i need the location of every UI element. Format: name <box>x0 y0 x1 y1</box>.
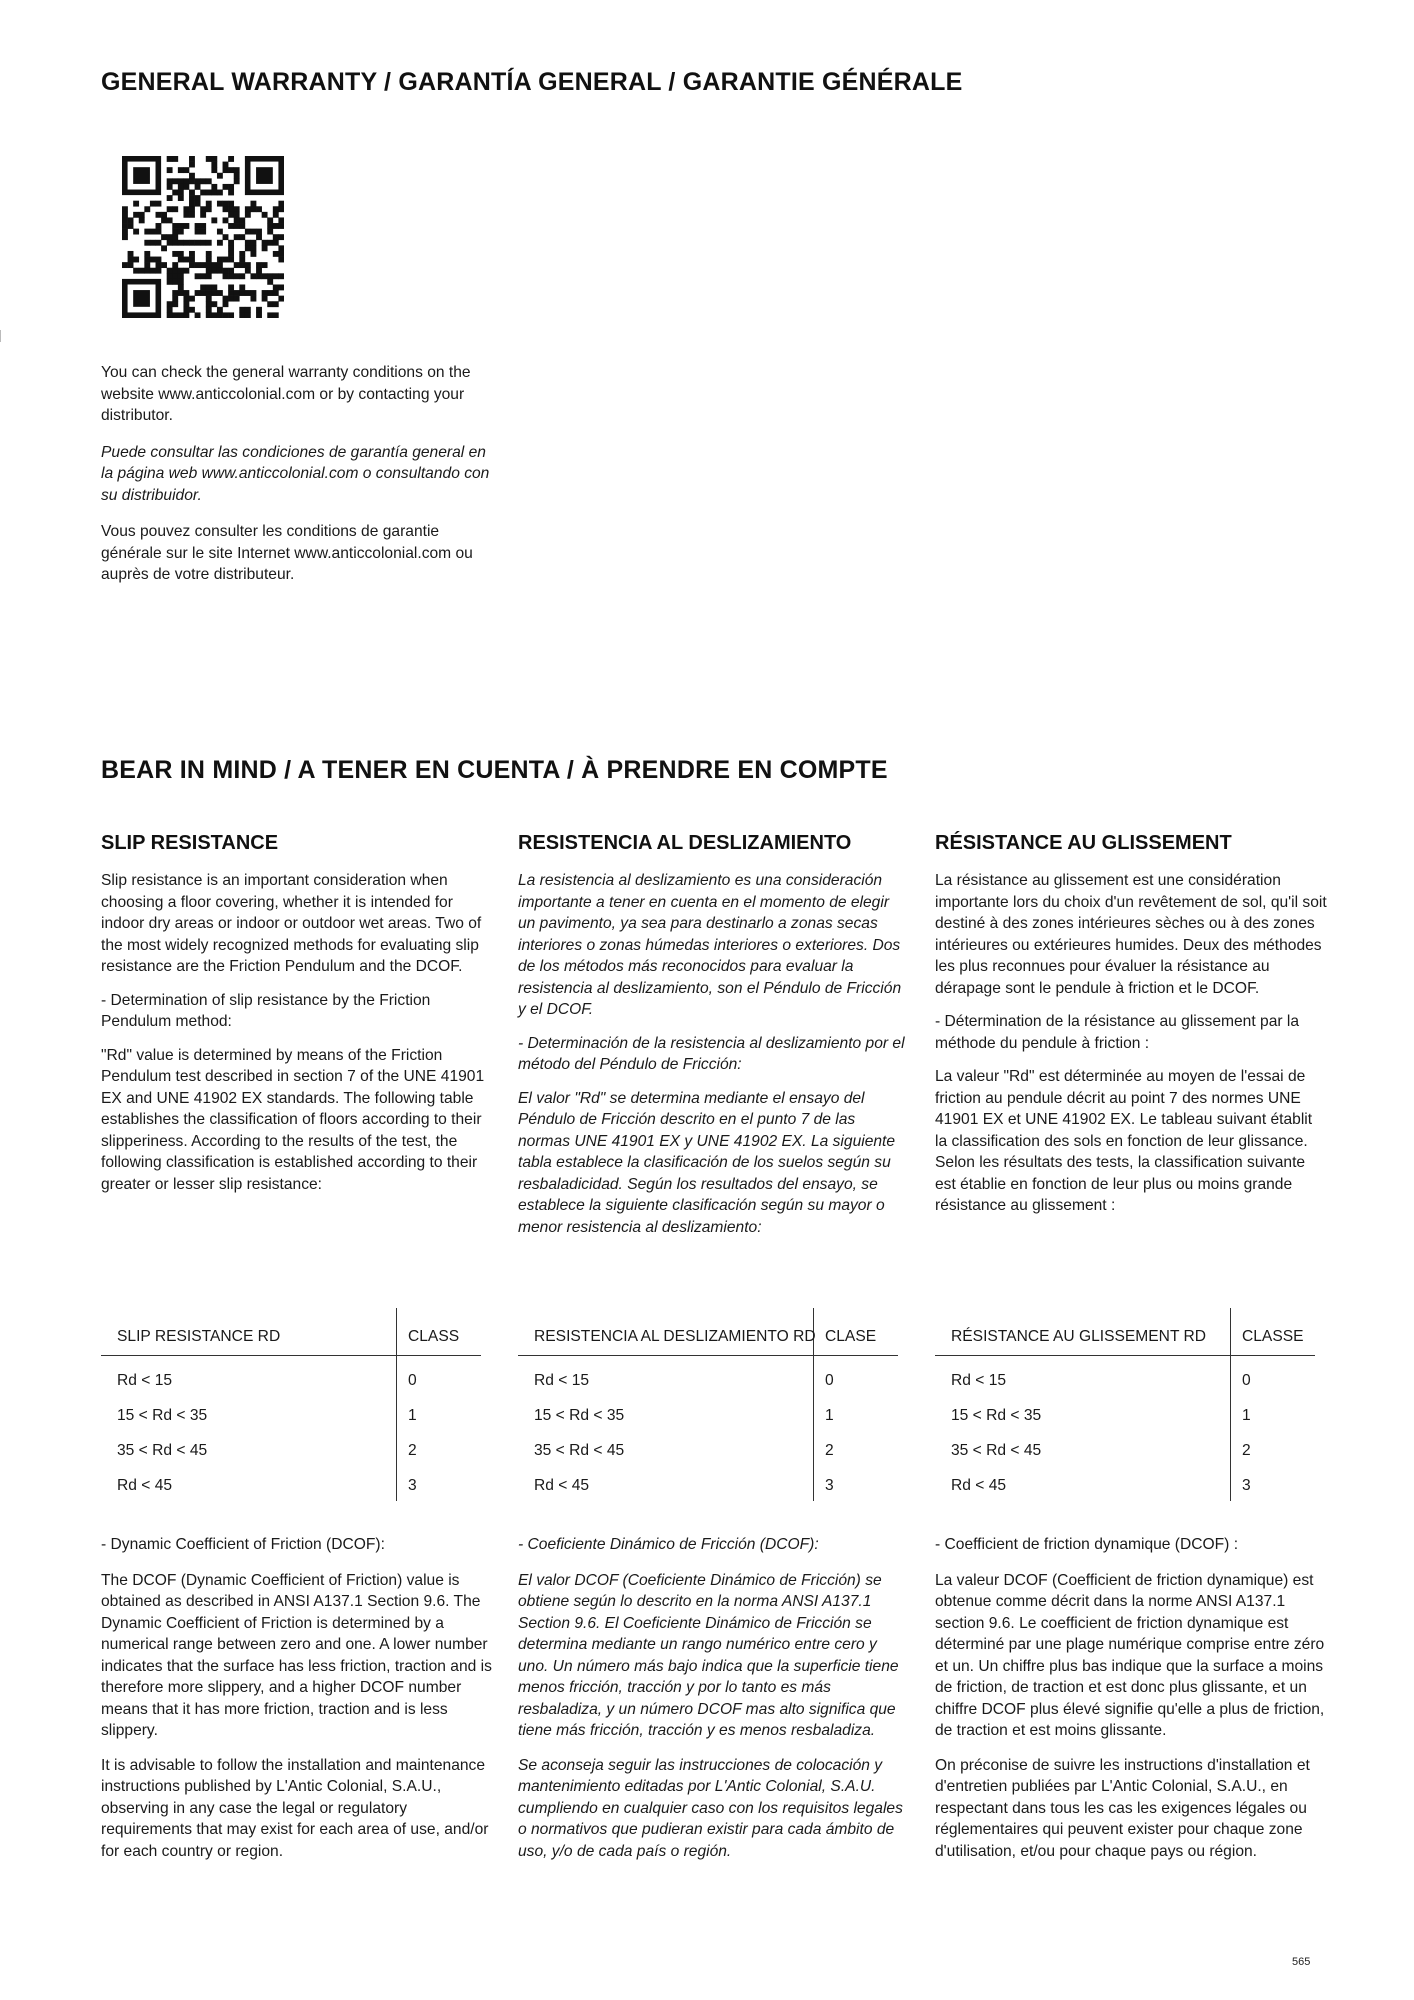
table-header-rd: RESISTENCIA AL DESLIZAMIENTO RD <box>534 1328 816 1345</box>
table-cell: 15 < Rd < 35 <box>534 1407 625 1424</box>
table-row <box>935 1366 1315 1401</box>
table-row <box>101 1471 481 1506</box>
table-cell: 3 <box>408 1477 417 1494</box>
paragraph: Slip resistance is an important consideration when choosing a floor covering, whether it is intended for indoor dry areas or indoor or outdoor wet areas. Two of the most widely recognized methods for evaluating slip resistance are the Friction Pendulum and the DCOF. <box>101 872 482 975</box>
table-cell: 0 <box>1242 1372 1251 1389</box>
table-row <box>935 1471 1315 1506</box>
table-row <box>935 1436 1315 1471</box>
warranty-text-en: You can check the general warranty conditions on the website www.anticcolonial.com or by contacting your distributor. <box>101 364 471 424</box>
paragraph: It is advisable to follow the installation and maintenance instructions published by L'Antic Colonial, S.A.U., observing in any case the legal or regulatory requirements that may exist for each area of use, and/or for each country or region. <box>101 1756 489 1860</box>
paragraph: - Dynamic Coefficient of Friction (DCOF): <box>101 1536 385 1553</box>
paragraph: - Determination of slip resistance by the Friction Pendulum method: <box>101 991 431 1030</box>
table-row <box>518 1436 898 1471</box>
table-cell: 0 <box>408 1372 417 1389</box>
table-row <box>518 1366 898 1401</box>
table-cell: 35 < Rd < 45 <box>534 1442 625 1459</box>
column-es <box>518 832 910 1238</box>
paragraph: La résistance au glissement est une considération importante lors du choix d'un revêtement de sol, qu'il soit destiné à des zones intérieures sèches ou à des zones intérieures ou extérieures humides. Deux des méthodes les plus reconnues pour évaluer la résistance au dérapage sont le pendule à friction et le DCOF. <box>935 872 1327 997</box>
table-cell: Rd < 15 <box>951 1372 1007 1389</box>
column-heading: RESISTENCIA AL DESLIZAMIENTO <box>518 832 852 854</box>
paragraph: Se aconseja seguir las instrucciones de colocación y mantenimiento editadas por L'Antic Colonial, S.A.U. cumpliendo en cualquier caso con los requisitos legales o normativos que pudieran existir para cada ámbito de uso, y/o de cada país o región. <box>518 1756 903 1860</box>
table-cell: 15 < Rd < 35 <box>117 1407 208 1424</box>
slip-resistance-table-es <box>518 1308 898 1506</box>
table-header <box>935 1308 1315 1356</box>
paragraph: La valeur "Rd" est déterminée au moyen de l'essai de friction au pendule décrit au point 7 des normes UNE 41901 EX et UNE 41902 EX. Le tableau suivant établit la classification des sols en fonction de leur glissance. Selon les résultats des tests, la classification suivante est établie en fonction de leur plus ou moins grande résistance au glissement : <box>935 1068 1313 1214</box>
table-cell: 1 <box>408 1407 417 1424</box>
table-cell: 1 <box>1242 1407 1251 1424</box>
table-header-rd: SLIP RESISTANCE RD <box>117 1328 281 1345</box>
paragraph: La resistencia al deslizamiento es una consideración importante a tener en cuenta en el momento de elegir un pavimento, ya sea para destinarlo a zonas secas interiores o zonas húmedas interiores o exteriores. Dos de los métodos más reconocidos para evaluar la resistencia al deslizamiento, son el Péndulo de Fricción y el DCOF. <box>518 872 902 1018</box>
paragraph: El valor "Rd" se determina mediante el ensayo del Péndulo de Fricción descrito en el punto 7 de las normas UNE 41901 EX y UNE 41902 EX. La siguiente tabla establece la clasificación de los suelos según su resbaladicidad. Según los resultados del ensayo, se establece la siguiente clasificación según su mayor o menor resistencia al deslizamiento: <box>518 1089 896 1236</box>
table-header-class: CLASSE <box>1242 1328 1304 1345</box>
table-cell: Rd < 15 <box>117 1372 173 1389</box>
paragraph: - Coeficiente Dinámico de Fricción (DCOF): <box>518 1536 819 1553</box>
column-heading: RÉSISTANCE AU GLISSEMENT <box>935 832 1232 854</box>
table-cell: 2 <box>408 1442 417 1459</box>
bear-in-mind-title: BEAR IN MIND / A TENER EN CUENTA / À PRENDRE EN COMPTE <box>101 756 888 784</box>
paragraph: The DCOF (Dynamic Coefficient of Friction) value is obtained as described in ANSI A137.1 Section 9.6. The Dynamic Coefficient of Friction is determined by a numerical range between zero and one. A lower number indicates that the surface has less friction, traction and is therefore more slippery, and a higher DCOF number means that it has more friction, traction and is less slippery. <box>101 1571 492 1739</box>
table-header-class: CLASS <box>408 1328 460 1345</box>
warranty-texts <box>101 362 501 586</box>
table-cell: 35 < Rd < 45 <box>951 1442 1042 1459</box>
column-fr <box>935 832 1327 1217</box>
table-row <box>518 1401 898 1436</box>
paragraph: - Determinación de la resistencia al deslizamiento por el método del Péndulo de Fricción: <box>518 1034 905 1073</box>
table-row <box>101 1401 481 1436</box>
table-header-rd: RÉSISTANCE AU GLISSEMENT RD <box>951 1328 1207 1345</box>
table-row <box>101 1436 481 1471</box>
paragraph: On préconise de suivre les instructions d'installation et d'entretien publiées par L'Antic Colonial, S.A.U., en respectant dans tous les cas les exigences légales ou réglementaires qui peuvent exister pour chaque zone d'utilisation, et/ou pour chaque pays ou région. <box>935 1756 1310 1860</box>
paragraph: La valeur DCOF (Coefficient de friction dynamique) est obtenue comme décrit dans la norme ANSI A137.1 section 9.6. Le coefficient de friction dynamique est déterminé par une plage numérique comprise entre zéro et un. Un chiffre plus bas indique que la surface a moins de friction, de traction et est donc plus glissante, et un chiffre DCOF plus élevé signifie qu'elle a plus de friction, de traction et est moins glissante. <box>935 1571 1325 1739</box>
column-fr-lower <box>935 1534 1327 1862</box>
table-cell: 3 <box>1242 1477 1251 1494</box>
table-cell: 3 <box>825 1477 834 1494</box>
table-cell: 2 <box>1242 1442 1251 1459</box>
table-header <box>101 1308 481 1356</box>
paragraph: - Détermination de la résistance au glissement par la méthode du pendule à friction : <box>935 1013 1300 1052</box>
page-number: 565 <box>1292 1956 1311 1968</box>
table-header-class: CLASE <box>825 1328 877 1345</box>
table-cell: Rd < 45 <box>951 1477 1007 1494</box>
warranty-title: GENERAL WARRANTY / GARANTÍA GENERAL / GARANTIE GÉNÉRALE <box>101 68 963 96</box>
qr-code[interactable] <box>122 156 284 318</box>
table-cell: 2 <box>825 1442 834 1459</box>
warranty-text-es: Puede consultar las condiciones de garantía general en la página web www.anticcolonial.com o consultando con su distribuidor. <box>101 443 490 504</box>
table-row <box>101 1366 481 1401</box>
column-heading: SLIP RESISTANCE <box>101 832 279 854</box>
table-cell: Rd < 15 <box>534 1372 590 1389</box>
column-en <box>101 832 493 1195</box>
slip-resistance-table-fr <box>935 1308 1315 1506</box>
paragraph: - Coefficient de friction dynamique (DCOF) : <box>935 1536 1239 1553</box>
paragraph: El valor DCOF (Coeficiente Dinámico de Fricción) se obtiene según lo descrito en la norma ANSI A137.1 Section 9.6. El Coeficiente Dinámico de Fricción se determina mediante un rango numérico entre cero y uno. Un número más bajo indica que la superficie tiene menos fricción, tracción y por lo tanto es más resbaladiza, y un número DCOF mas alto significa que tiene más fricción, tracción y es menos resbaladiza. <box>518 1571 899 1739</box>
table-cell: 35 < Rd < 45 <box>117 1442 208 1459</box>
table-cell: 15 < Rd < 35 <box>951 1407 1042 1424</box>
table-header <box>518 1308 898 1356</box>
column-en-lower <box>101 1534 493 1862</box>
slip-resistance-table-en <box>101 1308 481 1506</box>
table-row <box>518 1471 898 1506</box>
table-row <box>935 1401 1315 1436</box>
table-cell: 1 <box>825 1407 834 1424</box>
margin-mark <box>0 330 1 342</box>
table-cell: Rd < 45 <box>117 1477 173 1494</box>
table-cell: 0 <box>825 1372 834 1389</box>
column-es-lower <box>518 1534 910 1862</box>
paragraph: "Rd" value is determined by means of the Friction Pendulum test described in section 7 of the UNE 41901 EX and UNE 41902 EX standards. The following table establishes the classification of floors according to their slipperiness. According to the results of the test, the following classification is established according to their greater or lesser slip resistance: <box>101 1046 485 1193</box>
warranty-text-fr: Vous pouvez consulter les conditions de garantie générale sur le site Internet www.anticcolonial.com ou auprès de votre distributeur. <box>101 523 473 583</box>
table-cell: Rd < 45 <box>534 1477 590 1494</box>
